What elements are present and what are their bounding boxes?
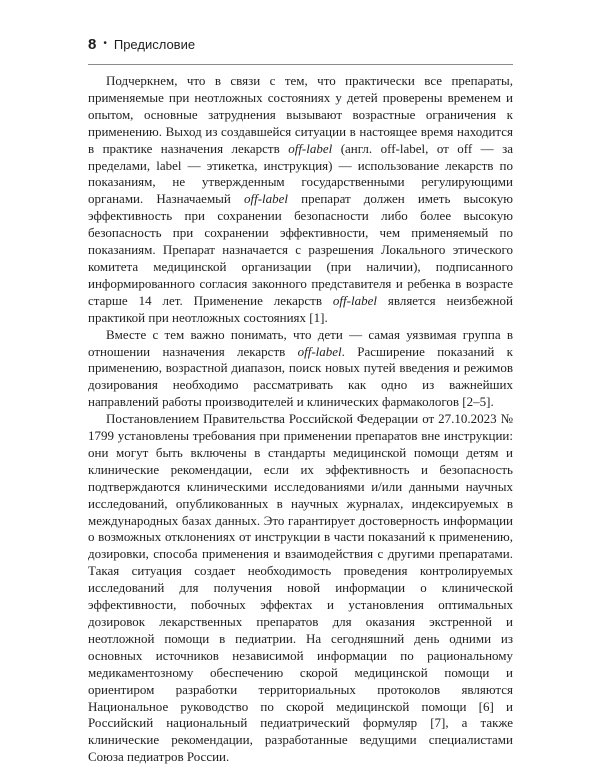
running-header: [88, 34, 513, 54]
book-page: [88, 34, 513, 766]
body-text: [88, 73, 513, 766]
paragraph-3: [88, 411, 513, 766]
paragraph-1: [88, 73, 513, 327]
paragraph-1-text-2: (англ. off-label, от off — за пределами, label — этикетка, инструкция) — использование лекарств по показаниям, не утвержденным государственными регулирующими органами. Назначаемый: [88, 140, 513, 207]
paragraph-1-text-1: Подчеркнем, что в связи с тем, что практически все препараты, применяемые при неотложных состояниях у детей проверены временем и опытом, основные затруднения вызывают возрастные ограничения к применению. Выход из создавшейся ситуации в настоящее время находится в практике назначения лекарств: [88, 73, 513, 156]
header-separator: •: [103, 37, 107, 49]
term-off-label: off-label: [288, 140, 333, 156]
paragraph-3-text: Постановлением Правительства Российской Федерации от 27.10.2023 № 1799 установлены требования при применении препаратов вне инструкции: они могут быть включены в стандарты медицинской помощи детям и клинические рекомендации, если их эффективность и безопасность подтверждаются клиническими исследованиями и/или данными научных исследований, опубликованных в научных журналах, индексируемых в международных базах данных. Это гарантирует достоверность информации о возможных отклонениях от инструкции в части показаний к применению, дозировки, способа применения и взаимодействия с другими препаратами. Такая ситуация создает необходимость проведения контролируемых исследований для получения новой информации о клинической эффективности, побочных эффектах и установления оптимальных дозировок лекарственных препаратов для оказания экстренной и неотложной помощи в педиатрии. На сегодняшний день одними из основных источников независимой информации по рациональному медикаментозному обеспечению скорой медицинской помощи и ориентиром разработки территориальных протоколов являются Национальное руководство по скорой медицинской помощи [6] и Российский национальный педиатрический формуляр [7], а также клинические рекомендации, разработанные ведущими специалистами Союза педиатров России.: [88, 411, 513, 765]
section-title: Предисловие: [113, 36, 196, 52]
paragraph-2-text-2: . Расширение показаний к применению, возрастной диапазон, поиск новых путей введения и режимов дозирования необходимо рассматривать как одно из важнейших направлений работы производителей и клинических фармакологов [2–5].: [88, 343, 513, 410]
term-off-label: off-label: [243, 191, 289, 207]
paragraph-1-text-3: препарат должен иметь высокую эффективность при сохранении безопасности либо более высокую безопасность при сохранении эффективности, чем применяемый по показаниям. Препарат назначается с разрешения Локального этического комитета медицинской организации (при наличии), подписанного информированного согласия законного представителя и ребенка в возрасте старше 14 лет. Применение лекарств: [88, 191, 513, 308]
paragraph-2-text-1: Вместе с тем важно понимать, что дети — самая уязвимая группа в отношении назначения лекарств: [88, 326, 513, 359]
term-off-label: off-label: [332, 292, 377, 308]
header-rule: [88, 64, 513, 65]
paragraph-1-text-4: является неизбежной практикой при неотложных состояниях [1].: [88, 292, 513, 325]
paragraph-2: [88, 327, 513, 412]
term-off-label: off-label: [297, 343, 342, 359]
page-number: 8: [88, 35, 97, 53]
